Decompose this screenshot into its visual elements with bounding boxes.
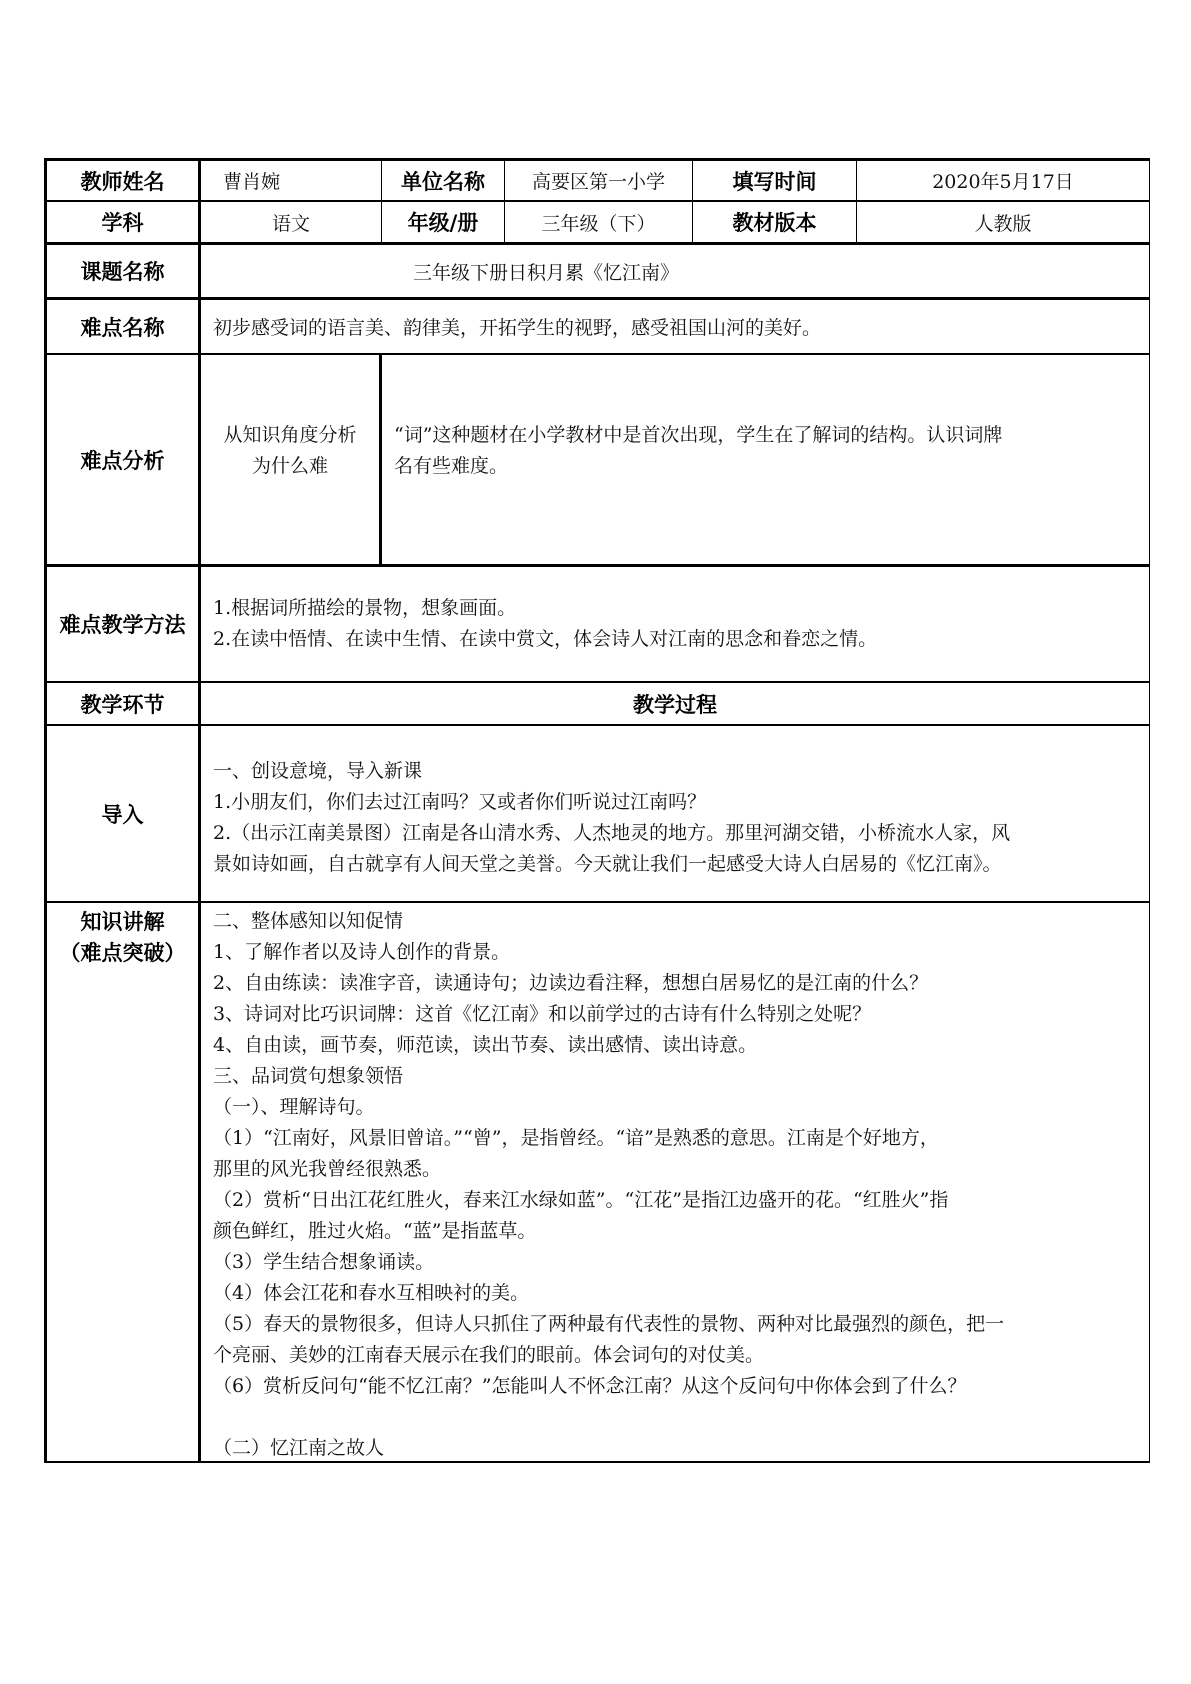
knowledge-line-16: （6）赏析反问句“能不忆江南？”怎能叫人不怀念江南？从这个反问句中你体会到了什么？ [213, 1375, 967, 1397]
difficulty-value: 初步感受词的语言美、韵律美，开拓学生的视野，感受祖国山河的美好。 [213, 317, 822, 339]
topic-row [47, 242, 1149, 297]
unit-label: 单位名称 [382, 161, 505, 200]
method-line-1: 1.根据词所描绘的景物，想象画面。 [213, 597, 517, 619]
knowledge-line-5: 4、自由读，画节奏，师范读，读出节奏、读出感情、读出诗意。 [213, 1034, 758, 1056]
intro-line-4: 景如诗如画，自古就享有人间天堂之美誉。今天就让我们一起感受大诗人白居易的《忆江南》。 [213, 852, 1002, 875]
difficulty-row [47, 297, 1149, 353]
unit-name: 高要区第一小学 [505, 161, 693, 200]
fill-date: 2020年5月17日 [932, 171, 1074, 193]
topic-value: 三年级下册日积月累《忆江南》 [413, 261, 680, 284]
knowledge-label [47, 903, 201, 1461]
knowledge-label-line1: 知识讲解 [80, 910, 165, 934]
subject-label: 学科 [47, 202, 201, 242]
intro-label: 导入 [47, 726, 201, 901]
date-label: 填写时间 [693, 161, 857, 200]
subject-value: 语文 [201, 202, 382, 242]
knowledge-line-11: 颜色鲜红，胜过火焰。“蓝”是指蓝草。 [213, 1220, 537, 1242]
knowledge-row [47, 901, 1149, 1461]
teacher-name: 曹肖婉 [201, 161, 382, 200]
knowledge-line-18: （二）忆江南之故人 [213, 1437, 385, 1459]
process-header-row [47, 681, 1149, 724]
intro-line-3: 2.（出示江南美景图）江南是各山清水秀、人杰地灵的地方。那里河湖交错，小桥流水人家，风 [213, 821, 1011, 844]
intro-row [47, 724, 1149, 901]
edition-label: 教材版本 [693, 202, 857, 242]
header-row-2 [47, 200, 1149, 242]
lesson-plan-table [44, 158, 1150, 1463]
knowledge-line-6: 三、品词赏句想象领悟 [213, 1065, 404, 1087]
process-header: 教学过程 [633, 692, 717, 717]
method-text [201, 567, 1149, 681]
edition-value: 人教版 [974, 212, 1032, 235]
knowledge-line-7: （一）、理解诗句。 [213, 1096, 375, 1118]
analysis-row [47, 353, 1149, 564]
grade-value: 三年级（下） [505, 202, 693, 242]
method-line-2: 2.在读中悟情、在读中生情、在读中赏文，体会诗人对江南的思念和眷恋之情。 [213, 628, 878, 650]
grade-label: 年级/册 [382, 202, 505, 242]
teacher-label: 教师姓名 [47, 161, 201, 200]
method-label: 难点教学方法 [47, 567, 201, 681]
method-row [47, 564, 1149, 681]
analysis-sublabel [201, 355, 382, 564]
knowledge-line-8: （1）“江南好，风景旧曾谙。”“曾”，是指曾经。“谙”是熟悉的意思。江南是个好地方， [213, 1127, 939, 1149]
analysis-text-line1: “词”这种题材在小学教材中是首次出现，学生在了解词的结构。认识词牌 [394, 423, 1003, 446]
analysis-sublabel-line2: 为什么难 [251, 454, 328, 477]
knowledge-line-4: 3、诗词对比巧识词牌：这首《忆江南》和以前学过的古诗有什么特别之处呢？ [213, 1003, 872, 1025]
intro-line-1: 一、创设意境，导入新课 [213, 759, 423, 782]
knowledge-text [201, 903, 1149, 1461]
stage-header: 教学环节 [47, 683, 201, 724]
knowledge-line-15: 个亮丽、美妙的江南春天展示在我们的眼前。体会词句的对仗美。 [213, 1344, 765, 1366]
analysis-text [382, 355, 1149, 564]
intro-text [201, 726, 1149, 901]
analysis-text-line2: 名有些难度。 [394, 454, 509, 477]
topic-label: 课题名称 [47, 245, 201, 297]
analysis-sublabel-line1: 从知识角度分析 [223, 423, 357, 446]
knowledge-line-12: （3）学生结合想象诵读。 [213, 1251, 435, 1273]
knowledge-line-1: 二、整体感知以知促情 [213, 910, 404, 932]
knowledge-line-13: （4）体会江花和春水互相映衬的美。 [213, 1282, 530, 1304]
knowledge-line-3: 2、自由练读：读准字音，读通诗句；边读边看注释，想想白居易忆的是江南的什么？ [213, 972, 929, 994]
knowledge-line-14: （5）春天的景物很多，但诗人只抓住了两种最有代表性的景物、两种对比最强烈的颜色，把一 [213, 1313, 1005, 1335]
intro-line-2: 1.小朋友们，你们去过江南吗？又或者你们听说过江南吗？ [213, 790, 707, 813]
header-row-1 [47, 158, 1149, 200]
knowledge-line-9: 那里的风光我曾经很熟悉。 [213, 1158, 442, 1180]
analysis-label: 难点分析 [47, 355, 201, 564]
knowledge-line-10: （2）赏析“日出江花红胜火，春来江水绿如蓝”。“江花”是指江边盛开的花。“红胜火”指 [213, 1189, 949, 1211]
knowledge-label-line2: （难点突破） [59, 941, 186, 965]
knowledge-line-2: 1、了解作者以及诗人创作的背景。 [213, 941, 511, 963]
difficulty-label: 难点名称 [47, 300, 201, 353]
